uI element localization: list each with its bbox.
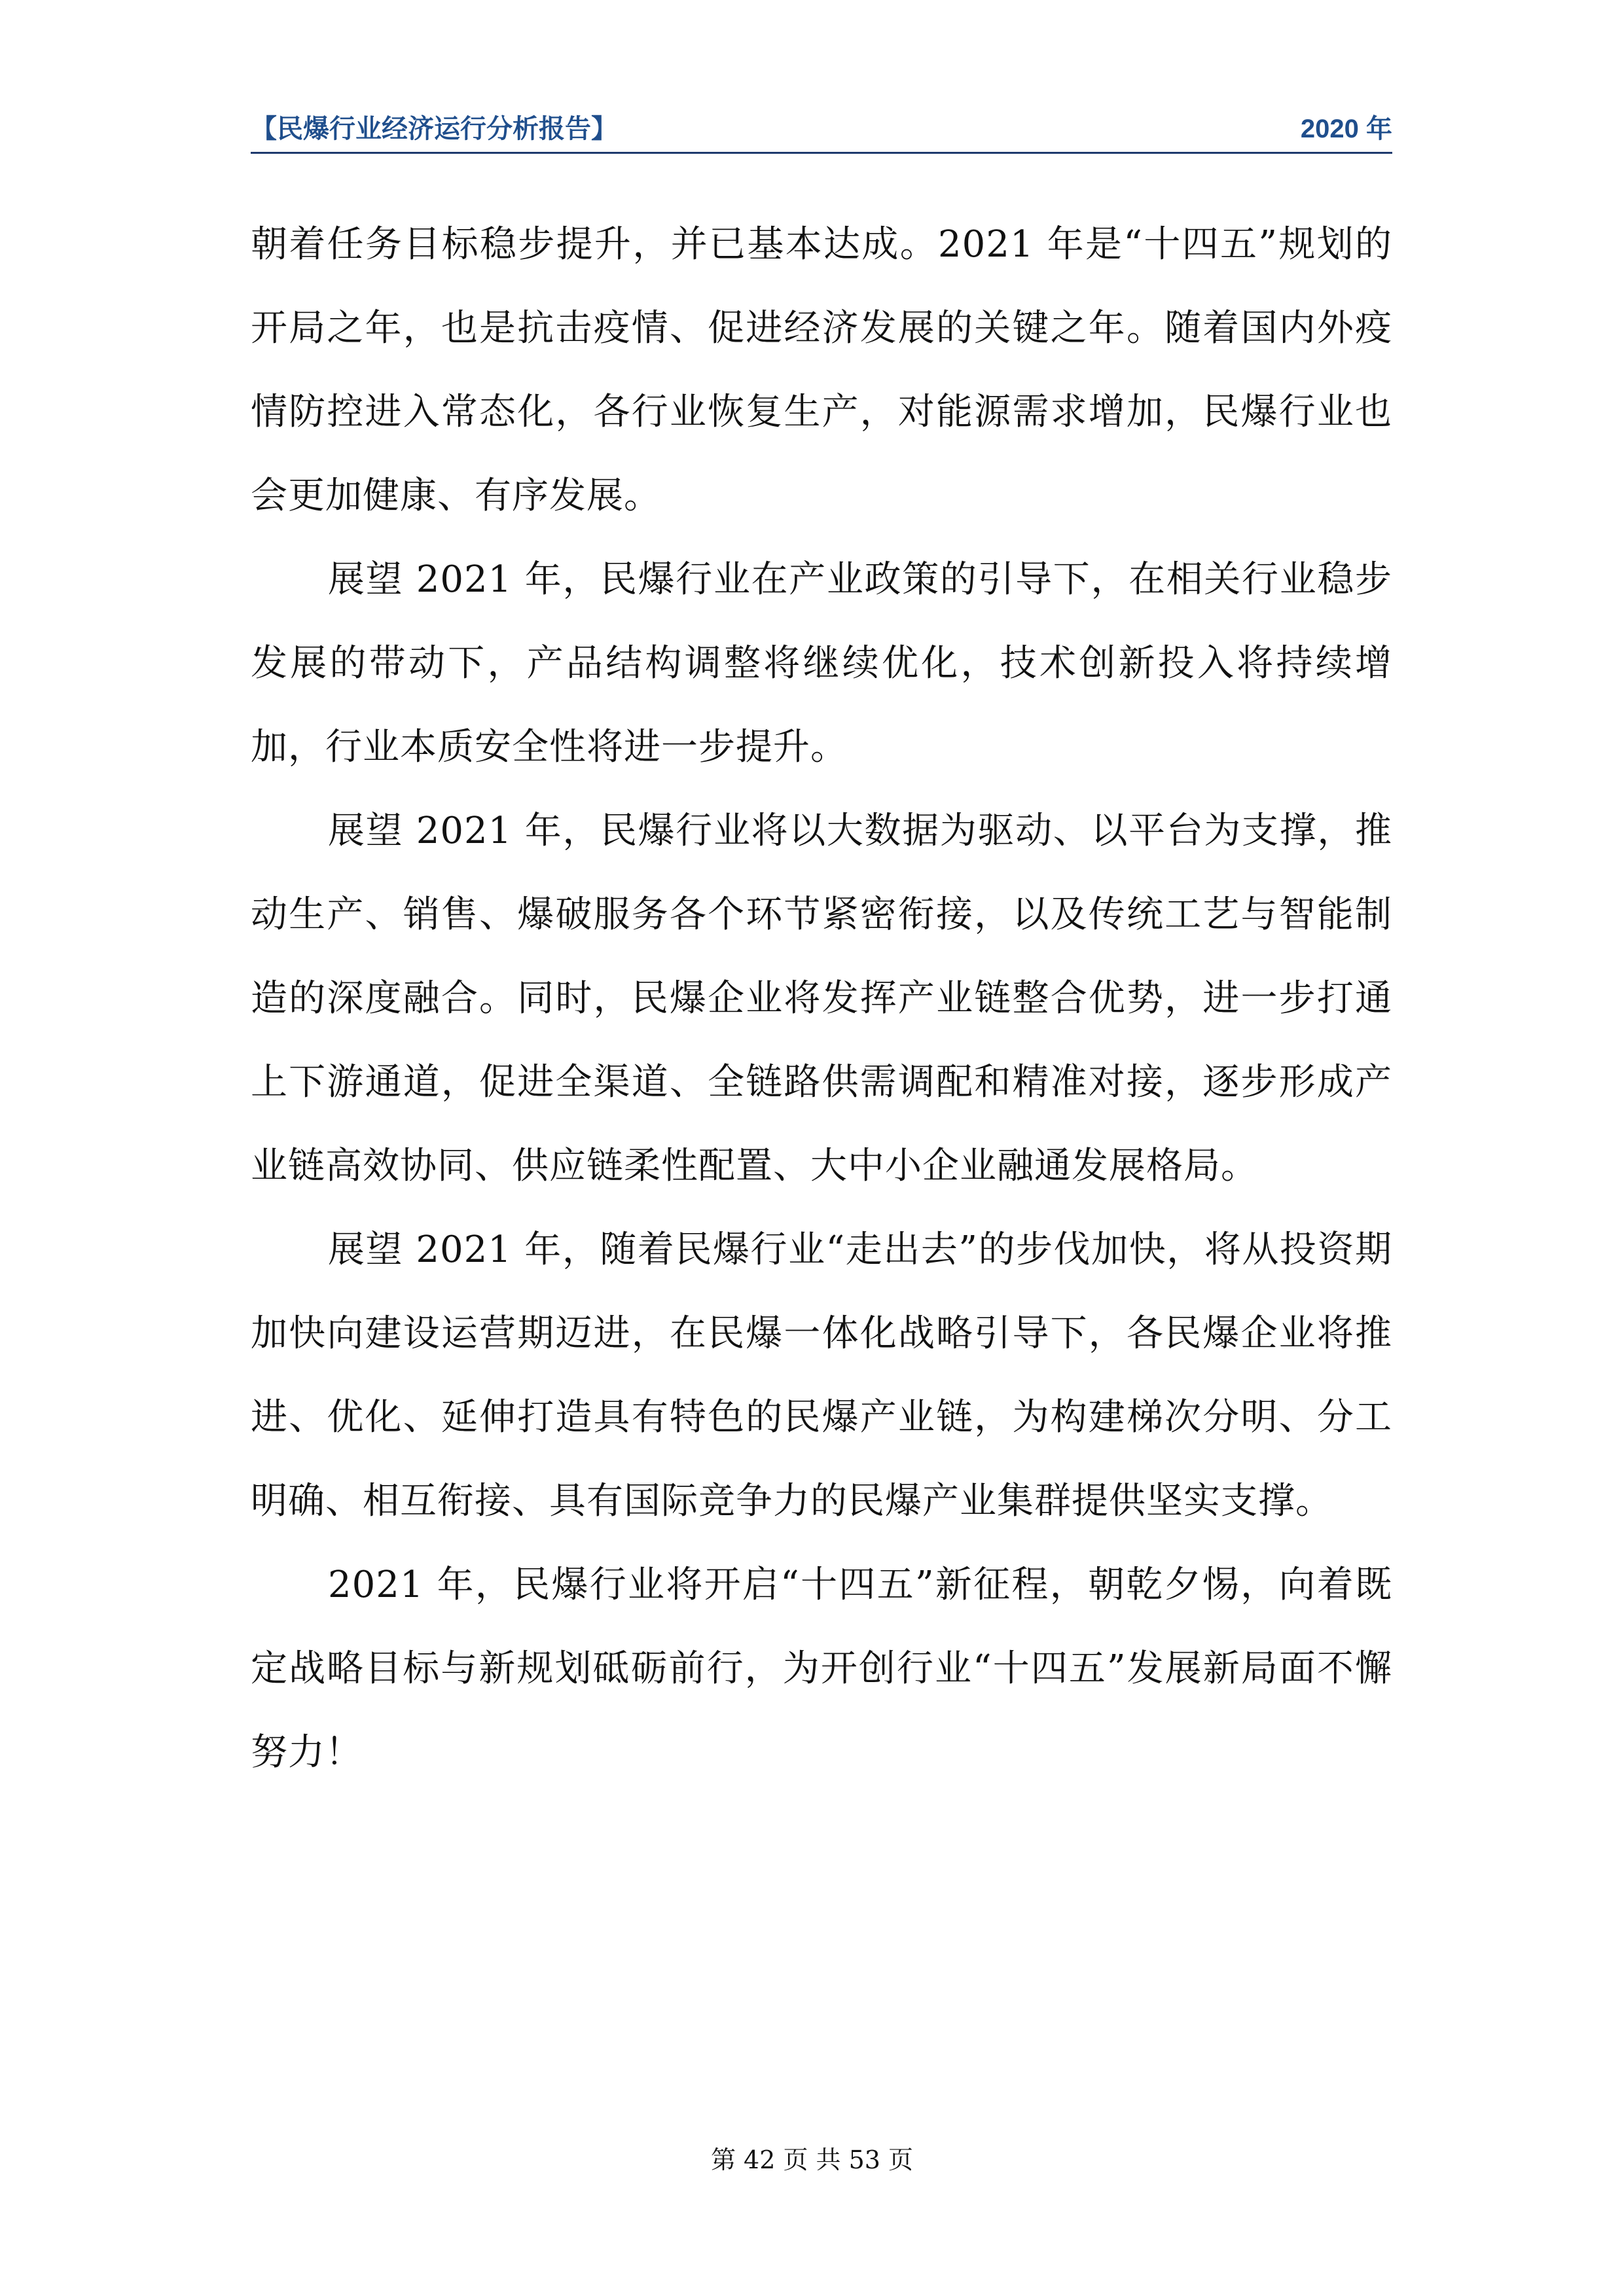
- body-text: [251, 203, 1392, 1795]
- page-number: 第 42 页 共 53 页: [710, 2145, 914, 2174]
- paragraph: 展望 2021 年，民爆行业将以大数据为驱动、以平台为支撑，推动生产、销售、爆破服务各个环节紧密衔接，以及传统工艺与智能制造的深度融合。同时，民爆企业将发挥产业链整合优势，进一步打通上下游通道，促进全渠道、全链路供需调配和精准对接，逐步形成产业链高效协同、供应链柔性配置、大中小企业融通发展格局。: [251, 810, 1392, 1187]
- paragraph: 展望 2021 年，随着民爆行业“走出去”的步伐加快，将从投资期加快向建设运营期迈进，在民爆一体化战略引导下，各民爆企业将推进、优化、延伸打造具有特色的民爆产业链，为构建梯次分明、分工明确、相互衔接、具有国际竞争力的民爆产业集群提供坚实支撑。: [251, 1229, 1392, 1522]
- paragraph: 展望 2021 年，民爆行业在产业政策的引导下，在相关行业稳步发展的带动下，产品结构调整将继续优化，技术创新投入将持续增加，行业本质安全性将进一步提升。: [251, 558, 1392, 768]
- paragraph: 朝着任务目标稳步提升，并已基本达成。2021 年是“十四五”规划的开局之年，也是抗击疫情、促进经济发展的关键之年。随着国内外疫情防控进入常态化，各行业恢复生产，对能源需求增加，民爆行业也会更加健康、有序发展。: [251, 223, 1392, 517]
- paragraph: 2021 年，民爆行业将开启“十四五”新征程，朝乾夕惕，向着既定战略目标与新规划砥砺前行，为开创行业“十四五”发展新局面不懈努力！: [251, 1564, 1392, 1774]
- report-year: 2020 年: [1300, 115, 1392, 143]
- page-header: [251, 113, 1392, 154]
- report-title: 【民爆行业经济运行分析报告】: [251, 115, 617, 143]
